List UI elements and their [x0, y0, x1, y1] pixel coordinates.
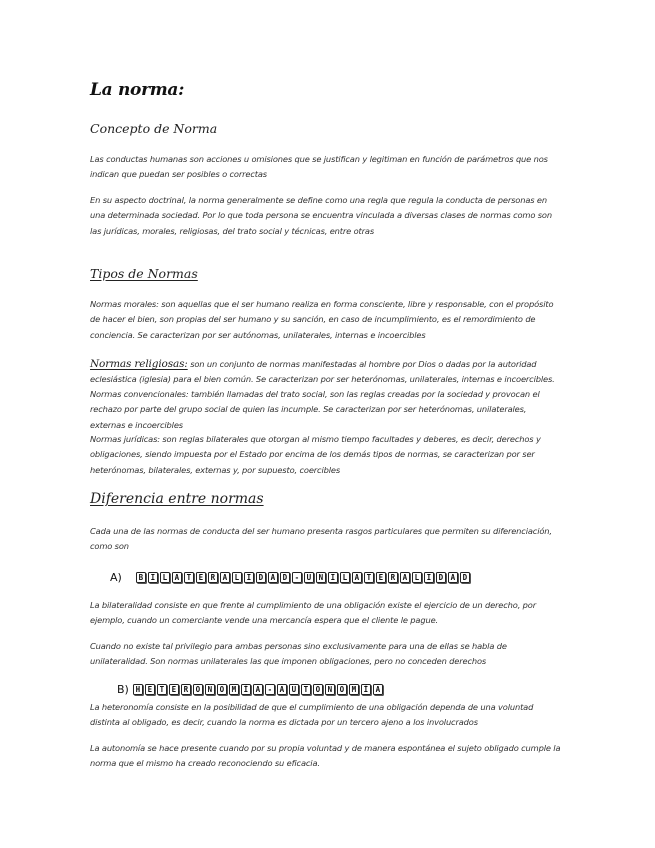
letter-tile: I: [148, 572, 158, 583]
letter-tile: A: [253, 684, 263, 695]
page-title: La norma:: [90, 80, 185, 100]
letter-tile: D: [460, 572, 470, 583]
lead-normas-religiosas: Normas religiosas:: [90, 358, 188, 370]
letter-tile: Í: [241, 684, 251, 695]
letter-tile: -: [292, 572, 302, 583]
letter-tile: L: [232, 572, 242, 583]
letter-tile: N: [205, 684, 215, 695]
letter-tile: A: [277, 684, 287, 695]
letter-tile: E: [376, 572, 386, 583]
label-a: A): [110, 571, 122, 584]
paragraph-bilateralidad: La bilateralidad consiste en que frente al cumplimiento de una obligación existe el ejercicio de un derecho, por ejemplo, cuando un comerciante vende una mercancía espera que el cliente le pague.: [90, 600, 536, 626]
letter-tile: T: [364, 572, 374, 583]
letter-tile: A: [400, 572, 410, 583]
letter-tile: U: [304, 572, 314, 583]
paragraph-heteronomia: La heteronomía consiste en la posibilidad de que el cumplimiento de una obligación dependa de una voluntad distinta al obligado, es decir, cuando la norma es dictada por un tercero ajeno a los involucrados: [90, 702, 534, 728]
letter-tiles-a: [136, 572, 470, 583]
letter-tile: U: [289, 684, 299, 695]
letter-tile: E: [169, 684, 179, 695]
letter-tile: R: [388, 572, 398, 583]
letter-tile: E: [196, 572, 206, 583]
letter-tile: T: [184, 572, 194, 583]
letter-tile: N: [325, 684, 335, 695]
letter-tile: L: [340, 572, 350, 583]
letter-tile: I: [328, 572, 338, 583]
paragraph-normas-convencionales: Normas convencionales: también llamadas del trato social, son las reglas creadas por la sociedad y provocan el rechazo por parte del grupo social de quien las incumple. Se caracterizan por ser heterónomas, unilaterales, externas e incoercibles: [90, 389, 540, 430]
heteronomia-banner: [117, 683, 383, 696]
letter-tile: B: [136, 572, 146, 583]
label-b: B): [117, 683, 129, 696]
letter-tile: L: [412, 572, 422, 583]
letter-tile: -: [265, 684, 275, 695]
paragraph-concepto-1: Las conductas humanas son acciones u omisiones que se justifican y legitiman en función de parámetros que nos indican que puedan ser posibles o correctas: [90, 154, 548, 180]
letter-tile: D: [256, 572, 266, 583]
letter-tile: M: [229, 684, 239, 695]
paragraph-normas-religiosas: [90, 357, 562, 388]
letter-tile: T: [301, 684, 311, 695]
letter-tile: D: [436, 572, 446, 583]
heading-tipos: Tipos de Normas: [90, 266, 198, 281]
letter-tile: O: [337, 684, 347, 695]
letter-tile: R: [208, 572, 218, 583]
heading-diferencia: Diferencia entre normas: [90, 491, 264, 507]
paragraph-normas-morales: Normas morales: son aquellas que el ser humano realiza en forma consciente, libre y responsable, con el propósito de hacer el bien, son propias del ser humano y su sanción, en caso de incumplimiento, es el remordimiento de conciencia. Se caracterizan por ser autónomas, unilaterales, internas e incoercibles: [90, 299, 554, 340]
letter-tile: O: [313, 684, 323, 695]
letter-tiles-b: [133, 684, 383, 695]
letter-tile: O: [217, 684, 227, 695]
paragraph-autonomia: La autonomía se hace presente cuando por su propia voluntad y de manera espontánea el sujeto obligado cumple la norma que el mismo ha creado reconociendo su eficacia.: [90, 743, 561, 769]
letter-tile: M: [349, 684, 359, 695]
letter-tile: R: [181, 684, 191, 695]
letter-tile: A: [352, 572, 362, 583]
letter-tile: H: [133, 684, 143, 695]
paragraph-diferencia: Cada una de las normas de conducta del ser humano presenta rasgos particulares que permiten su diferenciación, como son: [90, 526, 552, 552]
paragraph-normas-juridicas: Normas jurídicas: son reglas bilaterales que otorgan al mismo tiempo facultades y deberes, es decir, derechos y obligaciones, siendo impuesta por el Estado por encima de los demás tipos de normas, se caracterizan por ser heterónomas, bilaterales, externas y, por supuesto, coercibles: [90, 434, 541, 475]
letter-tile: I: [244, 572, 254, 583]
letter-tile: O: [193, 684, 203, 695]
text-normas-religiosas: son un conjunto de normas manifestadas al hombre por Dios o dadas por la autoridad eclesiástica (iglesia) para el bien común. Se caracterizan por ser heterónomas, unilaterales, internas e incoercibles.: [90, 359, 555, 385]
bilateralidad-banner: [110, 571, 470, 584]
letter-tile: A: [448, 572, 458, 583]
letter-tile: T: [157, 684, 167, 695]
letter-tile: A: [172, 572, 182, 583]
letter-tile: L: [160, 572, 170, 583]
letter-tile: A: [268, 572, 278, 583]
letter-tile: A: [220, 572, 230, 583]
letter-tile: A: [373, 684, 383, 695]
paragraph-concepto-2: En su aspecto doctrinal, la norma generalmente se define como una regla que regula la conducta de personas en una determinada sociedad. Por lo que toda persona se encuentra vinculada a diversas clases de normas como son las jurídicas, morales, religiosas, del trato social y técnicas, entre otras: [90, 195, 552, 236]
paragraph-unilateralidad: Cuando no existe tal privilegio para ambas personas sino exclusivamente para una de ellas se habla de unilateralidad. Son normas unilaterales las que imponen obligaciones, pero no conceden derechos: [90, 641, 507, 667]
letter-tile: D: [280, 572, 290, 583]
letter-tile: Í: [361, 684, 371, 695]
letter-tile: E: [145, 684, 155, 695]
letter-tile: N: [316, 572, 326, 583]
heading-concepto: Concepto de Norma: [90, 121, 218, 136]
letter-tile: I: [424, 572, 434, 583]
